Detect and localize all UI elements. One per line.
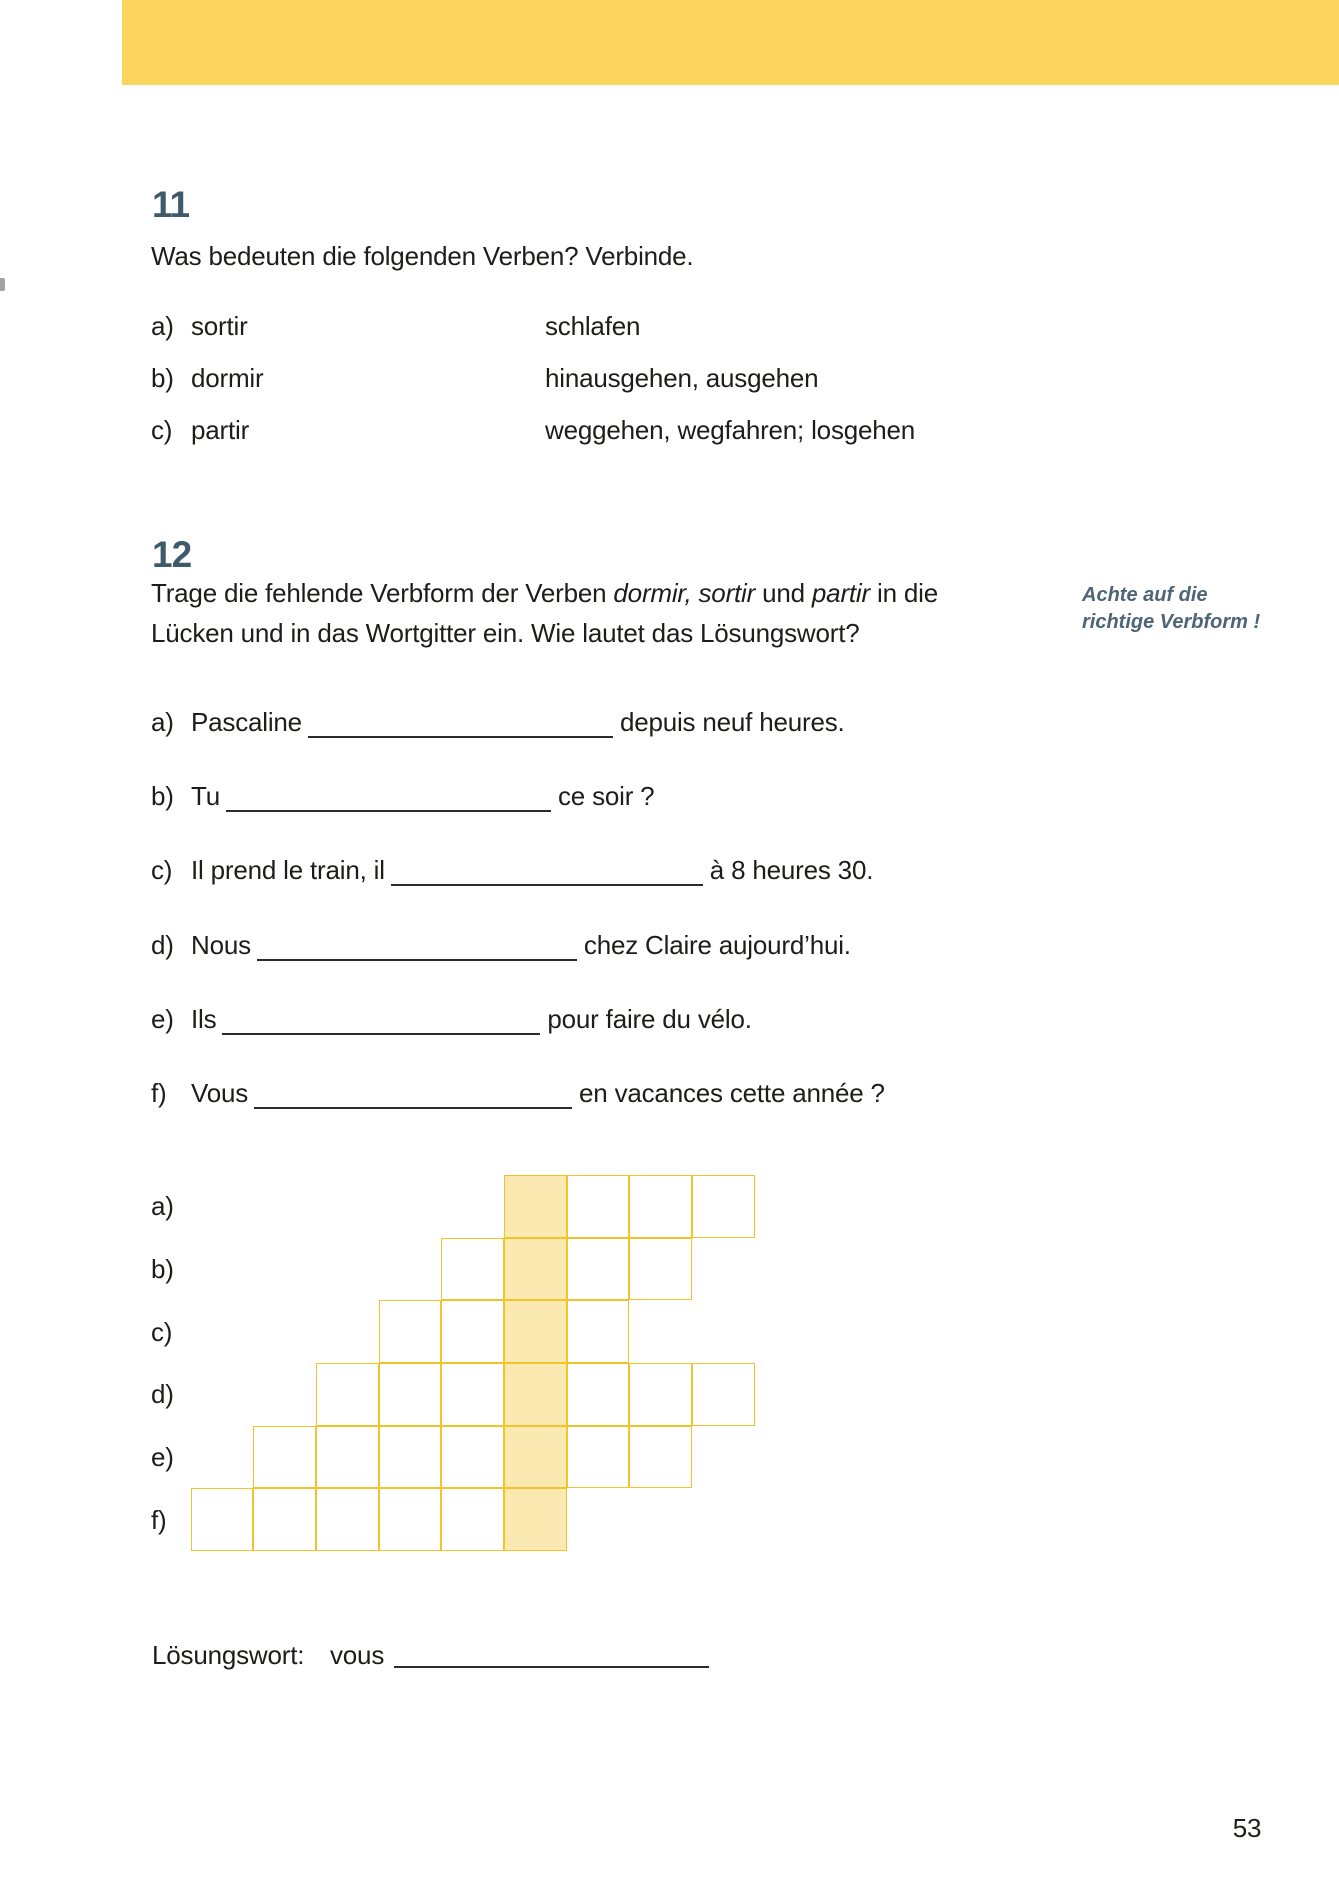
grid-cell [316, 1488, 379, 1551]
blank-line [222, 1009, 540, 1035]
intro-text: und [755, 578, 812, 608]
grid-cell [567, 1426, 630, 1489]
intro-text: Lücken und in das Wortgitter ein. Wie lautet das Lösungswort? [151, 618, 860, 648]
grid-row-label: f) [151, 1504, 167, 1535]
fill-item-row [151, 1002, 1151, 1076]
item-text-after: depuis neuf heures. [619, 707, 845, 737]
blank-line [226, 786, 551, 812]
grid-cell [567, 1175, 630, 1238]
grid-cell-highlighted [504, 1488, 567, 1551]
item-text-after: à 8 heures 30. [709, 855, 874, 886]
grid-cell-highlighted [504, 1426, 567, 1489]
grid-cell [253, 1488, 316, 1551]
page-edge-mark [0, 278, 5, 291]
item-label: a) [151, 707, 174, 737]
grid-cell [629, 1363, 692, 1426]
exercise-11-pairs [151, 309, 1051, 465]
item-label: c) [151, 415, 173, 445]
margin-note [1082, 582, 1312, 636]
grid-cell-highlighted [504, 1238, 567, 1301]
solution-word-given: vous [330, 1640, 385, 1670]
verb-label: sortir [191, 311, 248, 341]
grid-cell [692, 1363, 755, 1426]
grid-cell [567, 1363, 630, 1426]
grid-cell [692, 1175, 755, 1238]
header-band [122, 0, 1339, 85]
intro-line [151, 613, 1031, 653]
exercise-12-number: 12 [152, 534, 192, 575]
item-text-before: Vous [191, 1077, 249, 1108]
grid-row-label: d) [151, 1379, 174, 1410]
item-text-before: Pascaline [191, 707, 302, 737]
blank-line [257, 935, 577, 961]
translation-label: schlafen [545, 311, 641, 341]
grid-row-label: a) [151, 1191, 174, 1222]
exercise-12-intro [151, 573, 1031, 653]
item-text-before: Tu [191, 781, 220, 812]
intro-text: in die [869, 578, 938, 608]
grid-cell-highlighted [504, 1300, 567, 1363]
item-text-after: ce soir ? [557, 781, 655, 812]
grid-cell [379, 1300, 442, 1363]
grid-cell [629, 1238, 692, 1301]
fill-item-row [151, 853, 1151, 927]
solution-word-label: Lösungswort: [152, 1640, 305, 1670]
exercise-11-title: Was bedeuten die folgenden Verben? Verbinde. [151, 241, 694, 271]
exercise-12-fill-items [151, 705, 1151, 1150]
item-label: b) [151, 363, 174, 393]
match-pair-row [151, 361, 1051, 413]
grid-cell [629, 1426, 692, 1489]
translation-label: hinausgehen, ausgehen [545, 363, 819, 393]
item-text-after: pour faire du vélo. [547, 1003, 752, 1034]
item-label: c) [151, 855, 173, 886]
grid-cell [316, 1363, 379, 1426]
verb-italic: partir [811, 578, 870, 608]
item-text-before: Il prend le train, il [191, 855, 385, 886]
grid-row-label: c) [151, 1316, 173, 1347]
item-text-before: Ils [191, 1003, 217, 1034]
page-number: 53 [1232, 1813, 1262, 1843]
grid-cell [629, 1175, 692, 1238]
item-text-after: chez Claire aujourd’hui. [583, 929, 851, 960]
item-label: e) [151, 1003, 174, 1034]
item-text-before: Nous [191, 929, 251, 960]
exercise-11-number: 11 [152, 184, 190, 225]
fill-item-row [151, 779, 1151, 853]
grid-cell [253, 1426, 316, 1489]
item-label: d) [151, 929, 174, 960]
grid-cell [567, 1238, 630, 1301]
intro-text: Trage die fehlende Verbform der Verben [151, 578, 614, 608]
item-label: f) [151, 1077, 167, 1108]
match-pair-row [151, 309, 1051, 361]
grid-cell [441, 1363, 504, 1426]
fill-item-row [151, 1076, 1151, 1150]
fill-item-row [151, 705, 1151, 779]
grid-cell [441, 1300, 504, 1363]
grid-cell [379, 1488, 442, 1551]
item-label: b) [151, 781, 174, 812]
intro-line [151, 573, 1031, 613]
grid-row-label: e) [151, 1441, 174, 1472]
item-text-after: en vacances cette année ? [579, 1077, 885, 1108]
grid-cell [441, 1426, 504, 1489]
margin-note-line: Achte auf die [1082, 584, 1208, 606]
verb-italic: dormir, sortir [613, 578, 756, 608]
grid-cell [191, 1488, 254, 1551]
verb-label: dormir [191, 363, 264, 393]
blank-line [254, 1083, 572, 1109]
translation-label: weggehen, wegfahren; losgehen [545, 415, 916, 445]
grid-cell [379, 1363, 442, 1426]
verb-label: partir [191, 415, 250, 445]
match-pair-row [151, 413, 1051, 465]
grid-row-label: b) [151, 1253, 174, 1284]
fill-item-row [151, 928, 1151, 1002]
grid-cell [567, 1300, 630, 1363]
grid-cell [316, 1426, 379, 1489]
grid-cell-highlighted [504, 1175, 567, 1238]
blank-line [308, 712, 613, 738]
grid-cell [441, 1238, 504, 1301]
solution-word-blank-line [394, 1666, 709, 1668]
grid-cell [379, 1426, 442, 1489]
margin-note-line: richtige Verbform ! [1082, 611, 1261, 633]
grid-cell-highlighted [504, 1363, 567, 1426]
item-label: a) [151, 311, 174, 341]
blank-line [391, 860, 703, 886]
grid-cell [441, 1488, 504, 1551]
